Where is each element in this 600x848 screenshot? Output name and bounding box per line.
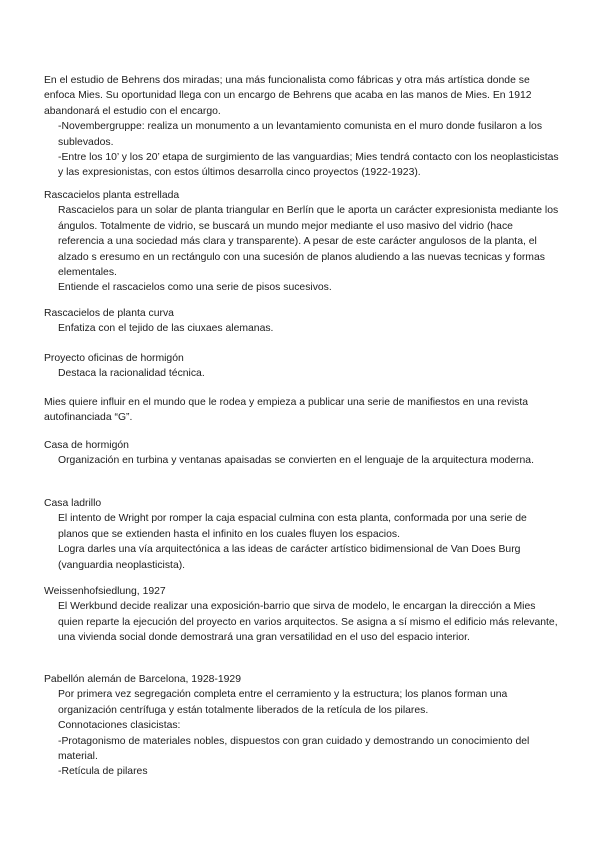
section-heading: Casa de hormigón	[44, 440, 129, 451]
section-rascacielos-curva	[44, 306, 560, 337]
section-paragraph: Enfatiza con el tejido de las ciuxaes alemanas.	[58, 323, 274, 335]
novembergruppe-paragraph: -Novembergruppe: realiza un monumento a un levantamiento comunista en el muro donde fusilaron a los sublevados.	[58, 121, 543, 148]
section-oficinas-hormigon	[44, 351, 560, 382]
section-casa-ladrillo	[44, 496, 560, 573]
section-rascacielos-estrellada	[44, 188, 560, 296]
section-paragraph: Logra darles una vía arquitectónica a las ideas de carácter artístico bidimensional de Van Does Burg (vanguardia neoplasticista).	[58, 544, 521, 571]
section-pabellon-barcelona	[44, 672, 560, 780]
section-heading: Proyecto oficinas de hormigón	[44, 353, 184, 364]
section-paragraph: Destaca la racionalidad técnica.	[58, 368, 205, 380]
section-paragraph: Mies quiere influir en el mundo que le rodea y empieza a publicar una serie de manifiestos en una revista autofinanciada “G”.	[44, 397, 529, 424]
section-heading: Rascacielos de planta curva	[44, 308, 174, 319]
section-paragraph: El Werkbund decide realizar una exposición-barrio que sirva de modelo, le encargan la dirección a Mies quien reparte la ejecución del proyecto en varios arquitectos. Se asigna a sí mismo el edificio más relevante, una vivienda social donde demostrará una gran versatilidad en el uso del espacio interior.	[58, 601, 558, 644]
vanguardias-paragraph: -Entre los 10’ y los 20’ etapa de surgimiento de las vanguardias; Mies tendrá contacto con los neoplasticistas y las expresionistas, con estos últimos desarrolla cinco proyectos (1922-1923).	[58, 152, 559, 179]
section-paragraph: Por primera vez segregación completa entre el cerramiento y la estructura; los planos forman una organización centrífuga y están totalmente liberados de la retícula de los pilares.	[58, 689, 508, 716]
section-heading: Pabellón alemán de Barcelona, 1928-1929	[44, 674, 241, 685]
section-paragraph: El intento de Wright por romper la caja espacial culmina con esta planta, conformada por una serie de planos que se extienden hasta el infinito en los cuales fluyen los espacios.	[58, 513, 527, 540]
section-casa-hormigon	[44, 438, 560, 469]
section-heading: Casa ladrillo	[44, 498, 102, 509]
section-paragraph: -Protagonismo de materiales nobles, dispuestos con gran cuidado y demostrando un conocimiento del material.	[58, 735, 530, 763]
section-heading: Weissenhofsiedlung, 1927	[44, 586, 166, 597]
section-manifiestos	[44, 395, 560, 426]
section-paragraph: -Retícula de pilares	[58, 766, 148, 778]
section-paragraph: Organización en turbina y ventanas apaisadas se convierten en el lenguaje de la arquitectura moderna.	[58, 455, 534, 467]
section-paragraph: Connotaciones clasicistas:	[58, 720, 181, 732]
intro-paragraph: En el estudio de Behrens dos miradas; una más funcionalista como fábricas y otra más artística donde se enfoca Mies. Su oportunidad llega con un encargo de Behrens que acaba en las manos de Mies. En 1912 abandonará el estudio con el encargo.	[44, 75, 532, 117]
section-weissenhofsiedlung	[44, 584, 560, 646]
section-paragraph: Entiende el rascacielos como una serie de pisos sucesivos.	[58, 282, 332, 294]
section-paragraph: Rascacielos para un solar de planta triangular en Berlín que le aporta un carácter expresionista mediante los ángulos. Totalmente de vidrio, se buscará un mundo mejor mediante el uso masivo del vidrio (hace referencia a una sociedad más clara y transparente). A pesar de este carácter angulosos de la planta, el alzado s eresumo en un rectángulo con una sucesión de planos aludiendo a las nuevas tecnicas y formas elementales.	[58, 205, 559, 279]
section-intro	[44, 73, 560, 181]
section-heading: Rascacielos planta estrellada	[44, 190, 180, 201]
